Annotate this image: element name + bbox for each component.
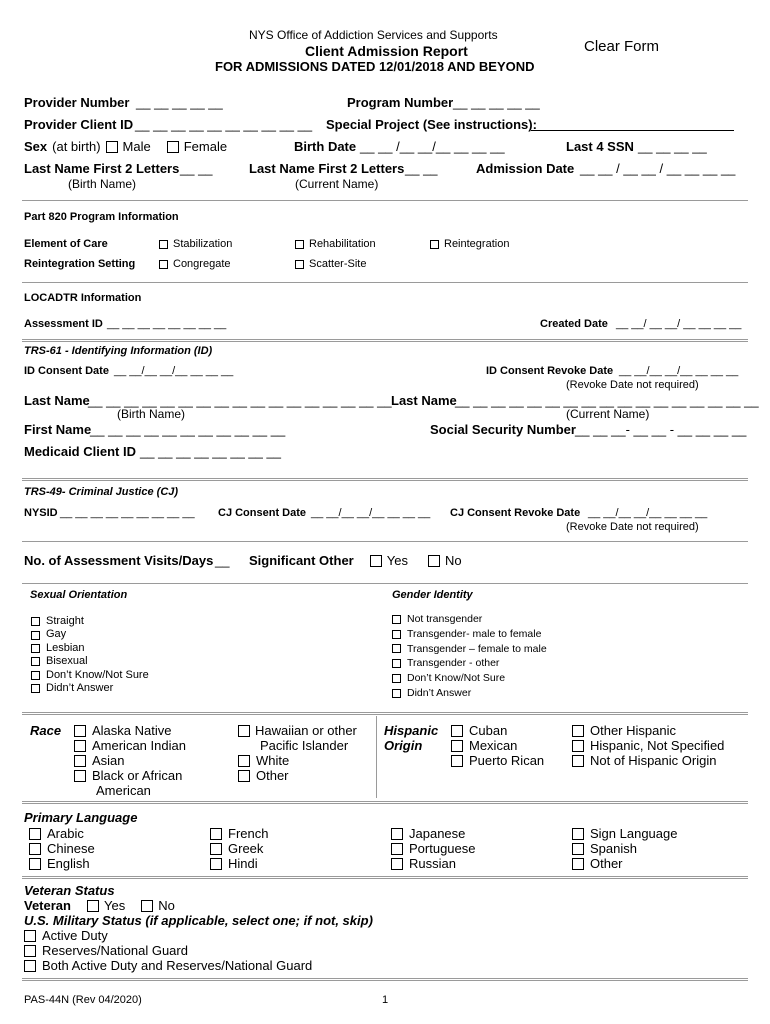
language-option-label: English (47, 856, 90, 871)
language-checkbox[interactable] (572, 858, 584, 870)
assessment-visits-field[interactable]: __ (215, 553, 230, 568)
assessment-id-field[interactable]: __ __ __ __ __ __ __ __ (107, 318, 227, 330)
last-name-birth-field[interactable]: __ __ __ __ __ __ __ __ __ __ __ __ __ __ __ __ __ (88, 393, 392, 408)
reintegration-checkbox[interactable] (430, 240, 439, 249)
provider-client-id-label: Provider Client ID (24, 117, 134, 132)
language-option[interactable] (391, 856, 476, 871)
no-label: No (444, 553, 462, 568)
race-option-continuation: Pacific Islander (260, 738, 349, 753)
language-checkbox[interactable] (572, 843, 584, 855)
race-checkbox[interactable] (238, 770, 250, 782)
race-option-label: White (256, 753, 290, 768)
sexual-orientation-checkbox[interactable] (31, 684, 40, 693)
congregate-checkbox[interactable] (159, 260, 168, 269)
cj-consent-field[interactable]: __ __/__ __/__ __ __ __ (311, 507, 431, 519)
special-project-field[interactable] (531, 130, 734, 131)
created-date-field[interactable]: __ __/ __ __/ __ __ __ __ (616, 318, 742, 330)
gender-identity-checkbox[interactable] (392, 659, 401, 668)
form-id: PAS-44N (Rev 04/2020) (24, 994, 142, 1006)
gender-identity-checkbox[interactable] (392, 630, 401, 639)
sexual-orientation-option-label: Gay (46, 628, 67, 641)
gender-identity-option-label: Didn’t Answer (407, 686, 472, 699)
gender-identity-list (392, 612, 547, 701)
language-option[interactable] (210, 856, 268, 871)
reintegration-setting-label: Reintegration Setting (24, 258, 136, 270)
language-option[interactable] (210, 826, 268, 841)
assessment-id-label: Assessment ID (24, 318, 103, 330)
cj-revoke-field[interactable]: __ __/__ __/__ __ __ __ (588, 507, 708, 519)
hispanic-column-2 (572, 723, 724, 768)
reintegration-option[interactable] (430, 238, 509, 250)
lastname-first2-birth-field[interactable]: __ __ (180, 161, 213, 176)
language-checkbox[interactable] (29, 858, 41, 870)
gender-identity-option[interactable] (392, 656, 547, 671)
hispanic-checkbox[interactable] (572, 755, 584, 767)
lastname-first2-current-field[interactable]: __ __ (405, 161, 438, 176)
language-checkbox[interactable] (391, 858, 403, 870)
race-option-continuation: American (96, 783, 151, 798)
language-option[interactable] (210, 841, 268, 856)
revoke-note: (Revoke Date not required) (566, 379, 699, 391)
admission-date-field[interactable]: __ __ / __ __ / __ __ __ __ (580, 161, 736, 176)
language-option[interactable] (391, 826, 476, 841)
id-consent-date-label: ID Consent Date (24, 365, 109, 377)
race-option[interactable] (74, 753, 186, 768)
military-status-list (24, 928, 312, 973)
significant-other-no-checkbox[interactable] (428, 555, 440, 567)
hispanic-option-label: Hispanic, Not Specified (590, 738, 725, 753)
sexual-orientation-option[interactable] (31, 642, 149, 655)
language-option-label: Sign Language (590, 826, 678, 841)
language-option-label: Hindi (228, 856, 258, 871)
language-checkbox[interactable] (210, 858, 222, 870)
divider (22, 583, 748, 584)
medicaid-id-field[interactable]: __ __ __ __ __ __ __ __ (140, 444, 281, 459)
race-option[interactable] (238, 753, 289, 768)
sex-label: Sex (24, 139, 48, 154)
nysid-label: NYSID (24, 507, 58, 519)
language-checkbox[interactable] (29, 843, 41, 855)
part820-heading: Part 820 Program Information (24, 211, 179, 223)
sexual-orientation-list (31, 615, 149, 695)
sexual-orientation-option-label: Lesbian (46, 641, 85, 654)
last4-ssn-label: Last 4 SSN (566, 139, 634, 154)
special-project-label: Special Project (See instructions): (326, 117, 537, 132)
last4-ssn-field[interactable]: __ __ __ __ (638, 139, 707, 154)
sexual-orientation-checkbox[interactable] (31, 631, 40, 640)
stabilization-checkbox[interactable] (159, 240, 168, 249)
sex-row (24, 139, 227, 154)
race-checkbox[interactable] (74, 770, 86, 782)
language-column-4 (572, 826, 677, 871)
divider (376, 716, 377, 798)
hispanic-column-1 (451, 723, 544, 768)
race-option-label: Alaska Native (92, 723, 172, 738)
divider (22, 339, 748, 342)
race-option-label: Black or African (92, 768, 183, 783)
medicaid-id-label: Medicaid Client ID (24, 444, 136, 459)
gender-identity-option[interactable] (392, 642, 547, 657)
id-consent-revoke-label: ID Consent Revoke Date (486, 365, 614, 377)
race-column-2 (238, 753, 289, 783)
veteran-status-heading: Veteran Status (24, 883, 115, 898)
sexual-orientation-option-label: Bisexual (46, 655, 88, 668)
language-option[interactable] (572, 841, 677, 856)
divider (22, 478, 748, 481)
gender-identity-heading: Gender Identity (392, 589, 473, 601)
military-status-option-label: Both Active Duty and Reserves/National Guard (42, 958, 313, 973)
sexual-orientation-option[interactable] (31, 682, 149, 695)
gender-identity-option[interactable] (392, 612, 547, 627)
gender-identity-option[interactable] (392, 627, 547, 642)
hispanic-option-label: Puerto Rican (469, 753, 545, 768)
race-option[interactable] (74, 768, 186, 783)
language-option[interactable] (572, 856, 677, 871)
divider (22, 541, 748, 542)
gender-identity-option-label: Not transgender (407, 613, 483, 625)
hispanic-option-label: Cuban (469, 723, 508, 738)
stabilization-label: Stabilization (173, 238, 233, 250)
gender-identity-option-label: Don’t Know/Not Sure (407, 672, 506, 685)
race-option[interactable] (238, 768, 289, 783)
language-option-label: French (228, 826, 269, 841)
sexual-orientation-checkbox[interactable] (31, 671, 40, 680)
locadtr-heading: LOCADTR Information (24, 292, 142, 304)
no-label: No (158, 898, 175, 913)
military-status-option[interactable] (24, 928, 312, 943)
provider-number-label: Provider Number (24, 95, 130, 110)
current-name-note: (Current Name) (566, 407, 650, 421)
language-option[interactable] (29, 856, 95, 871)
hispanic-option-label: Not of Hispanic Origin (590, 753, 717, 768)
veteran-row (24, 898, 175, 913)
race-checkbox[interactable] (74, 740, 86, 752)
sexual-orientation-option[interactable] (31, 669, 149, 682)
nysid-field[interactable]: __ __ __ __ __ __ __ __ __ (60, 507, 195, 519)
form-subtitle: FOR ADMISSIONS DATED 12/01/2018 AND BEYOND (215, 59, 535, 74)
language-option-label: Chinese (47, 841, 95, 856)
current-name-note: (Current Name) (295, 177, 379, 191)
military-status-option[interactable] (24, 958, 312, 973)
military-status-option-label: Active Duty (42, 928, 108, 943)
hispanic-option-label: Mexican (469, 738, 518, 753)
rehabilitation-option[interactable] (295, 238, 376, 250)
female-checkbox[interactable] (167, 141, 179, 153)
cj-consent-label: CJ Consent Date (218, 507, 307, 519)
hispanic-option[interactable] (572, 753, 724, 768)
birth-name-note: (Birth Name) (68, 177, 137, 191)
male-label: Male (122, 139, 151, 154)
gender-identity-checkbox[interactable] (392, 615, 401, 624)
sex-note: (at birth) (52, 139, 101, 154)
veteran-no-checkbox[interactable] (141, 900, 153, 912)
sexual-orientation-checkbox[interactable] (31, 617, 40, 626)
origin-heading: Origin (384, 738, 423, 753)
assessment-visits-label: No. of Assessment Visits/Days (24, 553, 214, 568)
significant-other-row (249, 553, 462, 568)
hispanic-option[interactable] (451, 738, 544, 753)
male-checkbox[interactable] (106, 141, 118, 153)
divider (22, 876, 748, 879)
divider (22, 712, 748, 715)
first-name-field[interactable]: __ __ __ __ __ __ __ __ __ __ __ (90, 422, 286, 437)
gender-identity-option-label: Transgender- male to female (407, 627, 542, 640)
lastname-first2-birth-label: Last Name First 2 Letters (24, 161, 180, 176)
hispanic-checkbox[interactable] (451, 755, 463, 767)
language-column-2 (210, 826, 268, 871)
language-checkbox[interactable] (210, 828, 222, 840)
sexual-orientation-option-label: Didn’t Answer (46, 682, 114, 695)
language-option-label: Portuguese (409, 841, 476, 856)
language-checkbox[interactable] (210, 843, 222, 855)
divider (22, 200, 748, 201)
birth-date-label: Birth Date (294, 139, 357, 154)
language-option-label: Japanese (409, 826, 466, 841)
race-option-label: American Indian (92, 738, 186, 753)
military-status-checkbox[interactable] (24, 945, 36, 957)
race-checkbox[interactable] (238, 755, 250, 767)
scatter-site-option[interactable] (295, 258, 366, 270)
sexual-orientation-option-label: Straight (46, 615, 84, 627)
hispanic-option[interactable] (451, 723, 544, 738)
language-checkbox[interactable] (391, 843, 403, 855)
race-option-label: Asian (92, 753, 125, 768)
gender-identity-checkbox[interactable] (392, 689, 401, 698)
sexual-orientation-checkbox[interactable] (31, 644, 40, 653)
admission-date-label: Admission Date (476, 161, 575, 176)
gender-identity-option[interactable] (392, 671, 547, 686)
provider-number-field[interactable]: __ __ __ __ __ (136, 95, 223, 110)
ssn-label: Social Security Number (430, 422, 576, 437)
agency-name: NYS Office of Addiction Services and Supports (249, 28, 498, 42)
veteran-label: Veteran (24, 898, 71, 913)
lastname-first2-current-label: Last Name First 2 Letters (249, 161, 405, 176)
divider (22, 801, 748, 804)
first-name-label: First Name (24, 422, 92, 437)
sexual-orientation-option[interactable] (31, 655, 149, 668)
race-checkbox[interactable] (74, 755, 86, 767)
yes-label: Yes (103, 898, 126, 913)
race-option-label: Other (256, 768, 289, 783)
race-option[interactable] (238, 723, 357, 738)
ssn-field[interactable]: __ __ __- __ __ - __ __ __ __ (575, 422, 747, 437)
military-status-checkbox[interactable] (24, 960, 36, 972)
provider-client-id-field[interactable]: __ __ __ __ __ __ __ __ __ __ (135, 117, 313, 132)
rehabilitation-label: Rehabilitation (309, 238, 376, 250)
hispanic-checkbox[interactable] (572, 740, 584, 752)
yes-label: Yes (386, 553, 408, 568)
race-checkbox[interactable] (74, 725, 86, 737)
sexual-orientation-option[interactable] (31, 615, 149, 628)
created-date-label: Created Date (540, 318, 608, 330)
language-option[interactable] (572, 826, 677, 841)
birth-date-field[interactable]: __ __ /__ __/__ __ __ __ (360, 139, 505, 154)
gender-identity-option[interactable] (392, 686, 547, 701)
significant-other-yes-checkbox[interactable] (370, 555, 382, 567)
divider (22, 978, 748, 981)
cj-revoke-label: CJ Consent Revoke Date (450, 507, 581, 519)
significant-other-label: Significant Other (249, 553, 354, 568)
language-option[interactable] (29, 841, 95, 856)
element-of-care-label: Element of Care (24, 238, 108, 250)
military-status-option[interactable] (24, 943, 312, 958)
language-option-label: Other (590, 856, 623, 871)
sexual-orientation-heading: Sexual Orientation (30, 589, 128, 601)
language-checkbox[interactable] (29, 828, 41, 840)
race-heading: Race (30, 723, 62, 738)
military-status-checkbox[interactable] (24, 930, 36, 942)
rehabilitation-checkbox[interactable] (295, 240, 304, 249)
primary-language-heading: Primary Language (24, 810, 138, 825)
veteran-yes-checkbox[interactable] (87, 900, 99, 912)
race-option[interactable] (74, 738, 186, 753)
program-number-label: Program Number (347, 95, 454, 110)
scatter-site-checkbox[interactable] (295, 260, 304, 269)
language-option-label: Arabic (47, 826, 84, 841)
sexual-orientation-option[interactable] (31, 628, 149, 641)
hispanic-option-label: Other Hispanic (590, 723, 676, 738)
language-column-3 (391, 826, 476, 871)
hispanic-heading: Hispanic (384, 723, 439, 738)
hispanic-option[interactable] (572, 738, 724, 753)
page-number: 1 (382, 994, 389, 1006)
reintegration-label: Reintegration (444, 238, 510, 250)
hispanic-checkbox[interactable] (572, 725, 584, 737)
hispanic-option[interactable] (572, 723, 724, 738)
form-title: Client Admission Report (305, 43, 468, 59)
congregate-option[interactable] (159, 258, 231, 270)
gender-identity-option-label: Transgender - other (407, 657, 500, 670)
language-option-label: Spanish (590, 841, 637, 856)
race-option[interactable] (74, 723, 186, 738)
sexual-orientation-checkbox[interactable] (31, 657, 40, 666)
stabilization-option[interactable] (159, 238, 232, 250)
last-name-current-label: Last Name (391, 393, 457, 408)
female-label: Female (183, 139, 228, 154)
military-status-option-label: Reserves/National Guard (42, 943, 188, 958)
language-checkbox[interactable] (572, 828, 584, 840)
gender-identity-option-label: Transgender – female to male (407, 642, 547, 655)
revoke-note: (Revoke Date not required) (566, 521, 699, 533)
congregate-label: Congregate (173, 258, 231, 270)
language-option[interactable] (29, 826, 95, 841)
military-status-heading: U.S. Military Status (if applicable, select one; if not, skip) (24, 913, 373, 928)
language-column-1 (29, 826, 95, 871)
last-name-birth-label: Last Name (24, 393, 90, 408)
race-checkbox[interactable] (238, 725, 250, 737)
hispanic-checkbox[interactable] (451, 740, 463, 752)
race-column-1 (74, 723, 186, 783)
id-consent-revoke-field[interactable]: __ __/__ __/__ __ __ __ (619, 365, 739, 377)
sexual-orientation-option-label: Don’t Know/Not Sure (46, 668, 149, 681)
hispanic-checkbox[interactable] (451, 725, 463, 737)
race-option-label: Hawaiian or other (255, 723, 357, 738)
clear-form-button[interactable]: Clear Form (584, 38, 660, 55)
last-name-current-field[interactable]: __ __ __ __ __ __ __ __ __ __ __ __ __ __ __ __ __ (455, 393, 759, 408)
scatter-site-label: Scatter-Site (309, 258, 367, 270)
gender-identity-checkbox[interactable] (392, 674, 401, 683)
trs49-heading: TRS-49- Criminal Justice (CJ) (24, 486, 179, 498)
program-number-field[interactable]: __ __ __ __ __ (453, 95, 540, 110)
birth-name-note: (Birth Name) (117, 407, 186, 421)
language-option-label: Greek (228, 841, 264, 856)
language-option[interactable] (391, 841, 476, 856)
language-checkbox[interactable] (391, 828, 403, 840)
gender-identity-checkbox[interactable] (392, 644, 401, 653)
id-consent-date-field[interactable]: __ __/__ __/__ __ __ __ (114, 365, 234, 377)
trs61-heading: TRS-61 - Identifying Information (ID) (24, 345, 213, 357)
hispanic-option[interactable] (451, 753, 544, 768)
language-option-label: Russian (409, 856, 456, 871)
divider (22, 282, 748, 283)
